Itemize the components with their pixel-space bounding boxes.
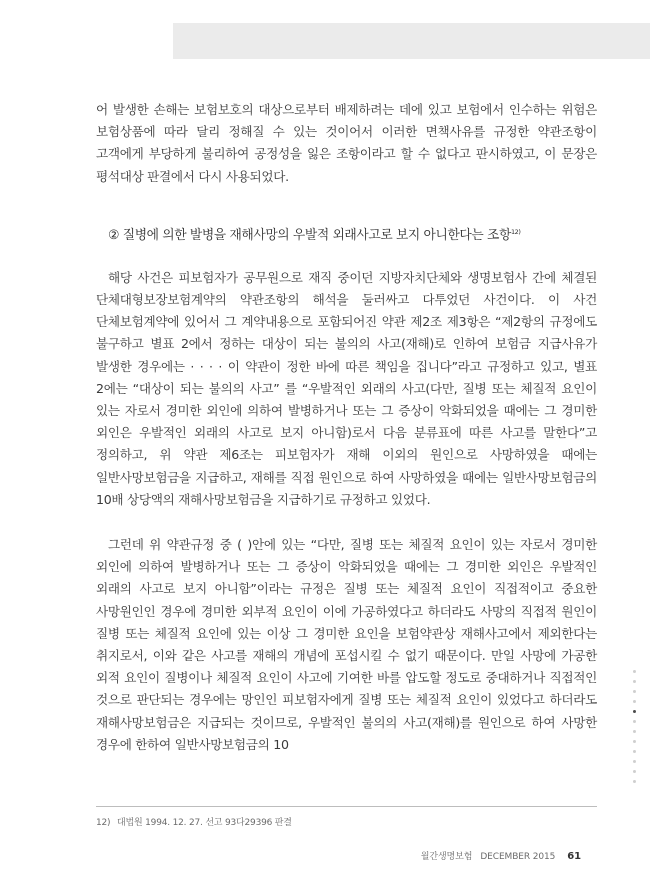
side-index-dot: [633, 680, 636, 683]
side-index-dot: [633, 780, 636, 783]
footnote-divider: [96, 806, 597, 807]
header-band: [173, 23, 650, 59]
paragraph-2-text: 해당 사건은 피보험자가 공무원으로 재직 중이던 지방자치단체와 생명보험사 간에 체결된 단체대형보장보험계약의 약관조항의 해석을 둘러싸고 다투었던 사건이다. 이 사건 단체보험계약에 있어서 그 계약내용으로 포함되어진 약관 제2조 제3항은 “제2항의 규정에도 불구하고 별표 2에서 정하는 대상이 되는 불의의 사고(재해)로 인하여 보험금 지급사유가 발생한 경우에는 · · · · 이 약관이 정한 바에 따른 책임을 집니다”라고 규정하고 있고, 별표 2에는 “대상이 되는 불의의 사고” 를 “우발적인 외래의 사고(다만, 질병 또는 체질적 요인이 있는 자로서 경미한 외인에 의하여 발병하거나 또는 그 증상이 악화되었을 때에는 그 경미한 외인은 우발적인 외래의 사고로 보지 아니함)로서 다음 분류표에 따른 사고를 말한다”고 정의하고, 위 약관 제6조는 피보험자가 재해 이외의 원인으로 사망하였을 때에는 일반사망보험금을 지급하고, 재해를 직접 원인으로 하여 사망하였을 때에는 일반사망보험금의 10배 상당액의 재해사망보험금을 지급하기로 규정하고 있었다.: [96, 269, 597, 507]
paragraph-1: 어 발생한 손해는 보험보호의 대상으로부터 배제하려는 데에 있고 보험에서 인수하는 위험은 보험상품에 따라 달리 정해질 수 있는 것이어서 이러한 면책사유를 규정한 약관조항이 고객에게 부당하게 불리하여 공정성을 잃은 조항이라고 할 수 없다고 판시하였고, 이 문장은 평석대상 판결에서 다시 사용되었다.: [96, 102, 597, 184]
footnote-ref[interactable]: 12): [510, 227, 521, 236]
side-index-dot: [633, 740, 636, 743]
paragraph-3-text: 그런데 위 약관규정 중 ( )안에 있는 “다만, 질병 또는 체질적 요인이 있는 자로서 경미한 외인에 의하여 발병하거나 또는 그 증상이 악화되었을 때에는 그 경미한 외인은 우발적인 외래의 사고로 보지 아니함”이라는 규정은 질병 또는 체질적 요인이 직접적이고 중요한 사망원인인 경우에 경미한 외부적 요인이 이에 가공하였다고 하더라도 사망의 직접적 원인이 질병 또는 체질적 요인에 있는 이상 그 경미한 요인을 보험약관상 재해사고에서 제외한다는 취지로서, 이와 같은 사고를 재해의 개념에 포섭시킬 수 없기 때문이다. 만일 사망에 가공한 외적 요인이 질병이나 체질적 요인이 사고에 기여한 바를 압도할 정도로 중대하거나 직접적인 것으로 판단되는 경우에는 망인인 피보험자에게 질병 또는 체질적 요인이 있었다고 하더라도 재해사망보험금은 지급되는 것이므로, 우발적인 불의의 사고(재해)를 원인으로 하여 사망한 경우에 한하여 일반사망보험금의 10: [96, 537, 597, 752]
publication-name: 월간생명보험: [420, 852, 473, 862]
footnote: [96, 815, 292, 828]
paragraph-2: [96, 267, 597, 511]
footnote-text: 대법원 1994. 12. 27. 선고 93다29396 판결: [117, 818, 292, 828]
side-index-dot: [633, 770, 636, 773]
side-page-index: [631, 670, 637, 790]
side-index-dot-active: [633, 710, 636, 713]
paragraph-3: [96, 534, 597, 756]
section-heading: [96, 227, 597, 245]
side-index-dot: [633, 760, 636, 763]
page-footer: [421, 849, 581, 862]
section-heading-text: ② 질병에 의한 발병을 재해사망의 우발적 외래사고로 보지 아니한다는 조항: [108, 227, 511, 243]
side-index-dot: [633, 750, 636, 753]
footnote-number: 12): [96, 818, 111, 828]
issue-month: DECEMBER 2015: [480, 852, 556, 862]
side-index-dot: [633, 700, 636, 703]
page-body: [96, 99, 597, 756]
side-index-dot: [633, 670, 636, 673]
side-index-dot: [633, 690, 636, 693]
side-index-dot: [633, 720, 636, 723]
side-index-dot: [633, 730, 636, 733]
page-number: 61: [567, 851, 581, 862]
